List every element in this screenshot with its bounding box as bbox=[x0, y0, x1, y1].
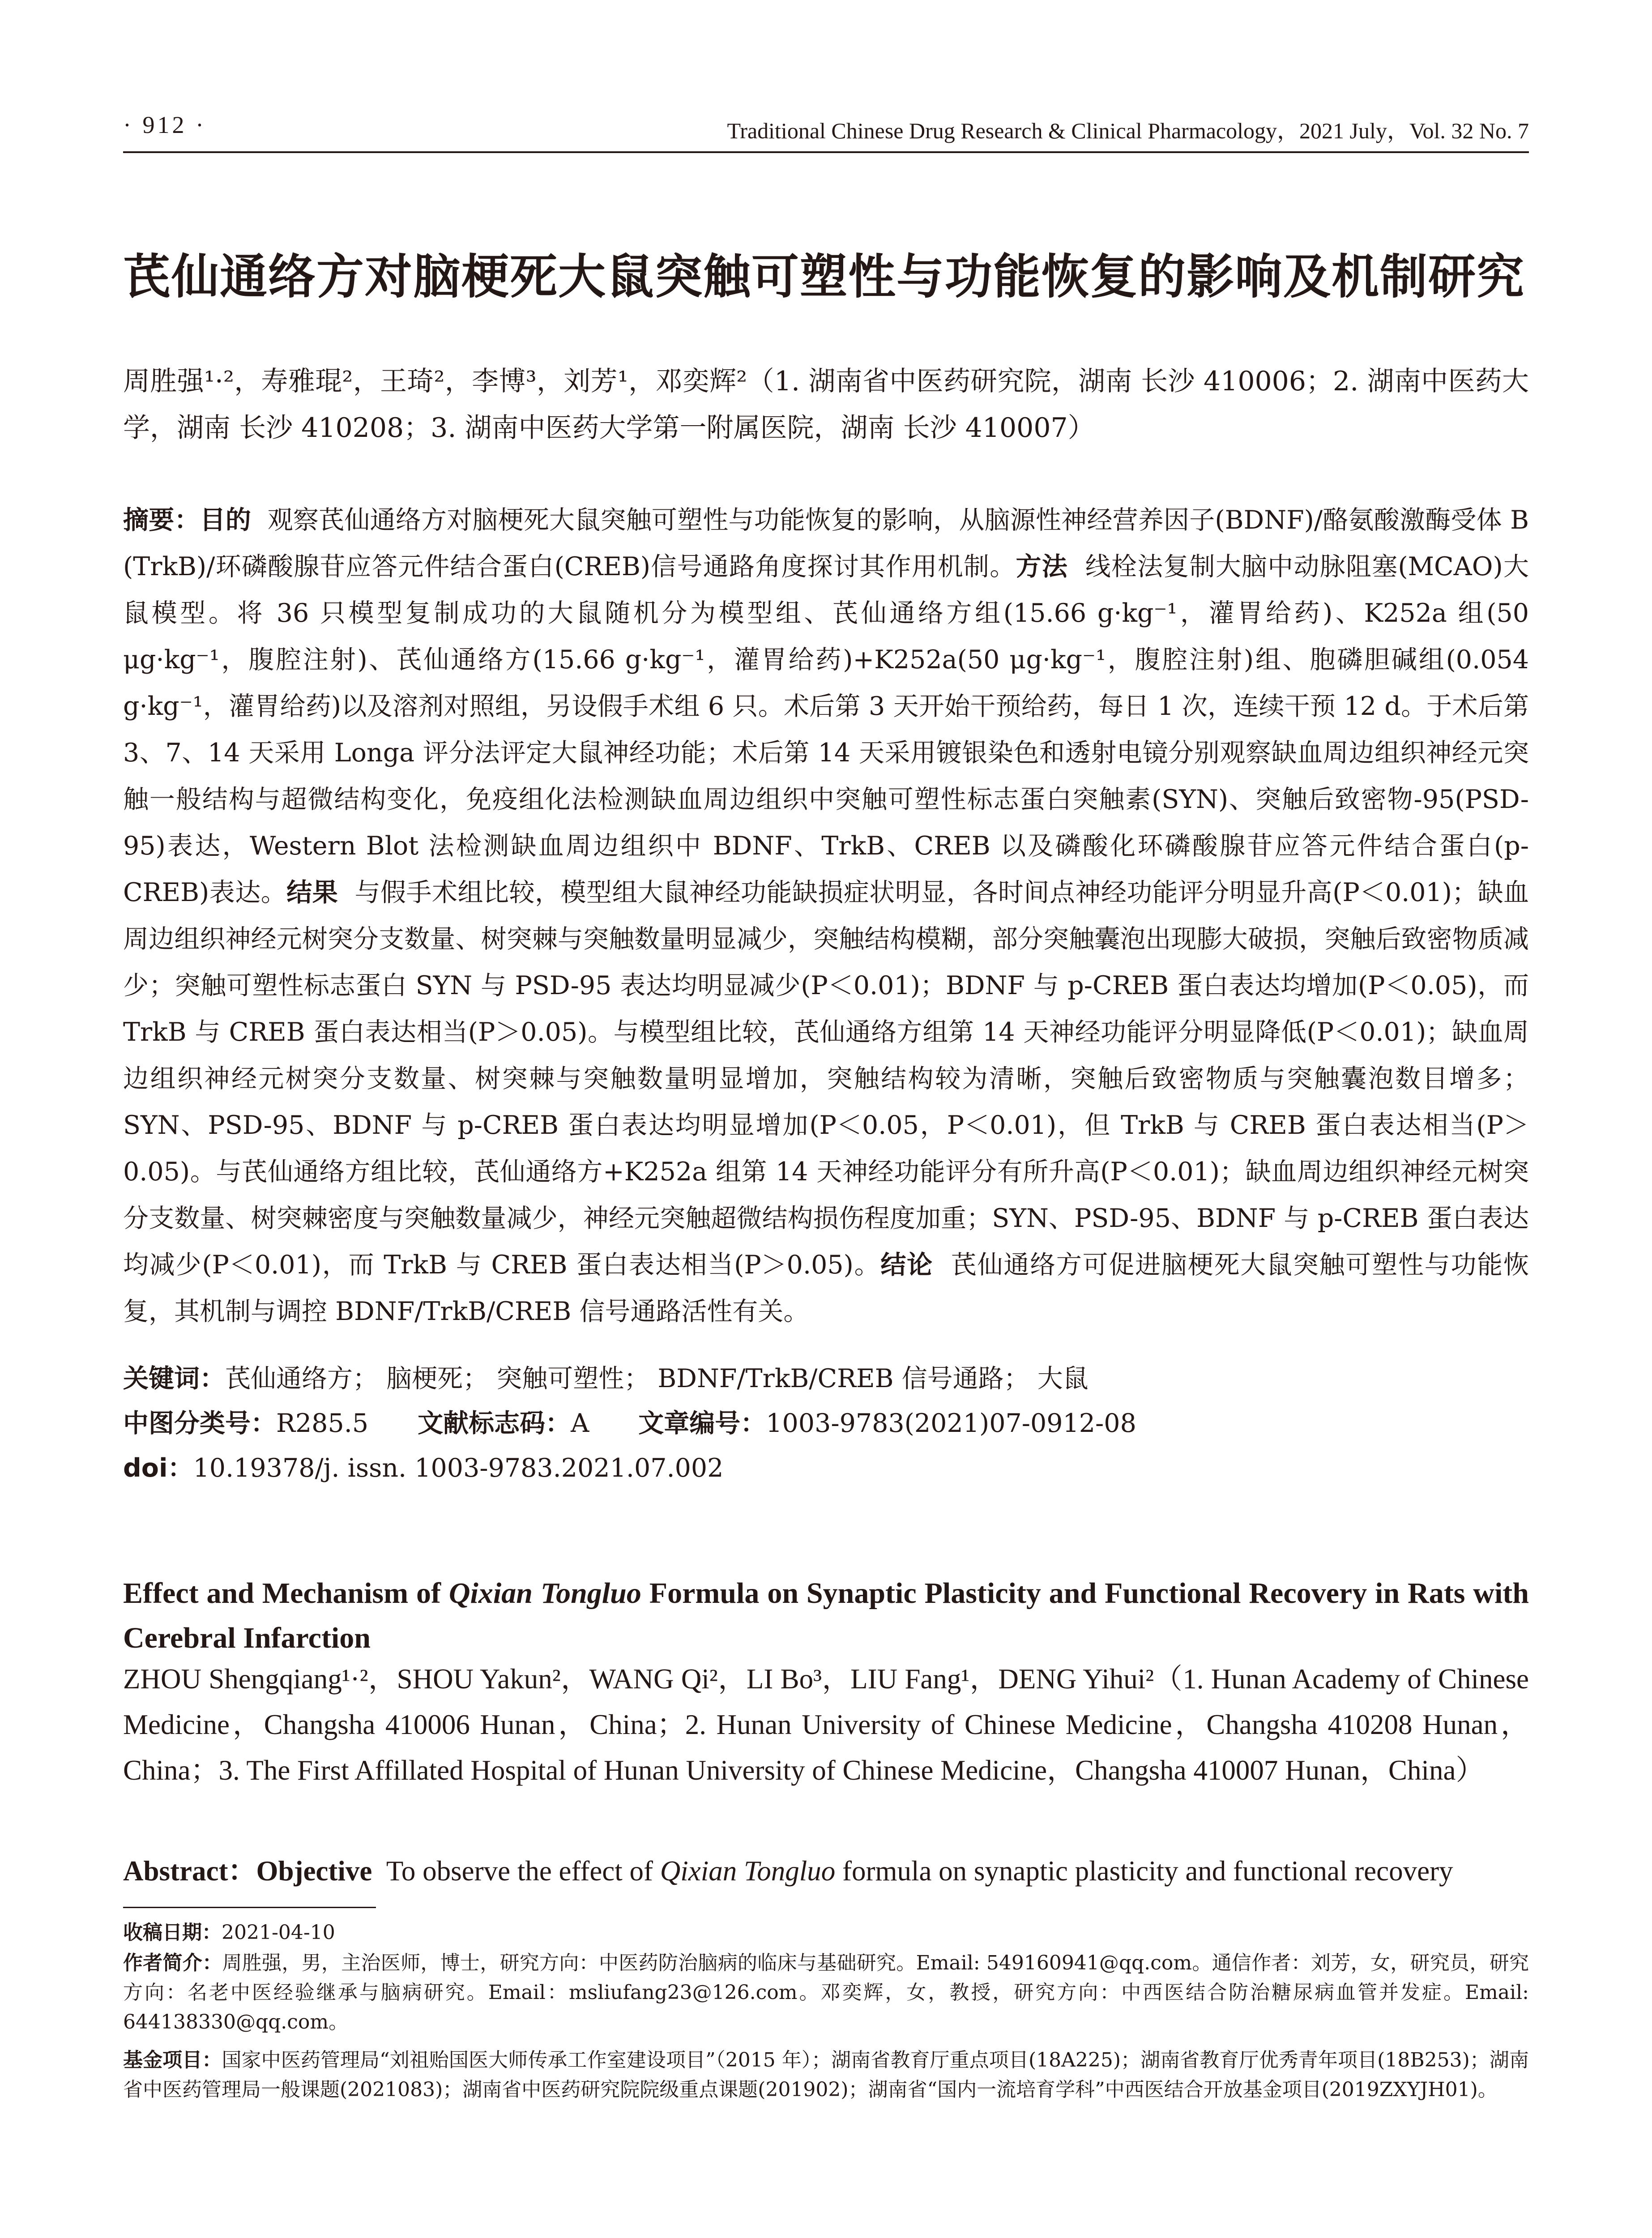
objective-text: 观察芪仙通络方对脑梗死大鼠突触可塑性与功能恢复的影响，从脑源性神经营养因子(BDNF)/酪氨酸激酶受体 B (TrkB)/环磷酸腺苷应答元件结合蛋白(CREB)信号通路角度探讨其作用机制。 bbox=[123, 505, 1529, 581]
doi-value: 10.19378/j. issn. 1003-9783.2021.07.002 bbox=[193, 1453, 724, 1483]
clc-value: R285.5 bbox=[276, 1409, 369, 1438]
doi-line bbox=[123, 1446, 1529, 1491]
conclusion-label: 结论 bbox=[880, 1250, 933, 1280]
english-title bbox=[123, 1571, 1529, 1661]
doc-code-value: A bbox=[571, 1409, 589, 1438]
journal-citation: Traditional Chinese Drug Research & Clinical Pharmacology，2021 July，Vol. 32 No. 7 bbox=[727, 118, 1529, 143]
english-abstract-label: Abstract： bbox=[123, 1855, 256, 1887]
received-date: 2021-04-10 bbox=[222, 1921, 335, 1944]
english-abstract bbox=[123, 1849, 1529, 1893]
footnote-author-bio bbox=[123, 1948, 1529, 2037]
article-number-label: 文章编号： bbox=[638, 1409, 766, 1438]
received-label: 收稿日期： bbox=[123, 1921, 222, 1944]
clc-label: 中图分类号： bbox=[123, 1409, 276, 1438]
english-objective-formula: Qixian Tongluo bbox=[660, 1855, 836, 1887]
english-objective-text: To observe the effect of bbox=[386, 1855, 660, 1887]
results-label: 结果 bbox=[286, 878, 338, 907]
keywords-label: 关键词： bbox=[123, 1364, 225, 1393]
footnote-received bbox=[123, 1918, 1529, 1948]
author-affiliations: 周胜强¹·²，寿雅琨²，王琦²，李博³，刘芳¹，邓奕辉²（1. 湖南省中医药研究院，湖南 长沙 410006；2. 湖南中医药大学，湖南 长沙 410208；3. 湖南中医药大学第一附属医院，湖南 长沙 410007） bbox=[123, 366, 1529, 444]
keywords-line bbox=[123, 1356, 1529, 1401]
funding-label: 基金项目： bbox=[123, 2049, 222, 2071]
results-text: 与假手术组比较，模型组大鼠神经功能缺损症状明显，各时间点神经功能评分明显升高(P＜0.01)；缺血周边组织神经元树突分支数量、树突棘与突触数量明显减少，突触结构模糊，部分突触囊泡出现膨大破损，突触后致密物质减少；突触可塑性标志蛋白 SYN 与 PSD-95 表达均明显减少(P＜0.01)；BDNF 与 p-CREB 蛋白表达均增加(P＜0.05)，而 TrkB 与 CREB 蛋白表达相当(P＞0.05)。与模型组比较，芪仙通络方组第 14 天神经功能评分明显降低(P＜0.01)；缺血周边组织神经元树突分支数量、树突棘与突触数量明显增加，突触结构较为清晰，突触后致密物质与突触囊泡数目增多；SYN、PSD-95、BDNF 与 p-CREB 蛋白表达均明显增加(P＜0.05，P＜0.01)，但 TrkB 与 CREB 蛋白表达相当(P＞0.05)。与芪仙通络方组比较，芪仙通络方+K252a 组第 14 天神经功能评分有所升高(P＜0.01)；缺血周边组织神经元树突分支数量、树突棘密度与突触数量减少，神经元突触超微结构损伤程度加重；SYN、PSD-95、BDNF 与 p-CREB 蛋白表达均减少(P＜0.01)，而 TrkB 与 CREB 蛋白表达相当(P＞0.05)。 bbox=[123, 878, 1529, 1280]
doc-code-label: 文献标志码： bbox=[418, 1409, 571, 1438]
page-number: · 912 · bbox=[123, 111, 206, 138]
chinese-abstract bbox=[123, 497, 1529, 1335]
keywords-text: 芪仙通络方； 脑梗死； 突触可塑性； BDNF/TrkB/CREB 信号通路； 大鼠 bbox=[225, 1364, 1089, 1393]
article-number-value: 1003-9783(2021)07-0912-08 bbox=[766, 1409, 1136, 1438]
objective-label: 目的 bbox=[200, 505, 252, 535]
english-authors: ZHOU Shengqiang¹·²，SHOU Yakun²，WANG Qi²，LI Bo³，LIU Fang¹，DENG Yihui²（1. Hunan Academy of Chinese Medicine，Changsha 410006 Hunan，China；2. Hunan University of Chinese Medicine，Changsha 410208 Hunan，China；3. The First Affillated Hospital of Hunan University of Chinese Medicine，Changsha 410007 Hunan，China） bbox=[123, 1663, 1529, 1786]
conclusion-text: 芪仙通络方可促进脑梗死大鼠突触可塑性与功能恢复，其机制与调控 BDNF/TrkB/CREB 信号通路活性有关。 bbox=[123, 1250, 1529, 1326]
english-title-formula: Qixian Tongluo bbox=[448, 1577, 641, 1610]
english-objective-label: Objective bbox=[256, 1855, 372, 1887]
classification-line bbox=[123, 1401, 1529, 1446]
english-title-part: Formula on Synaptic Plasticity and Functional Recovery in Rats with Cerebral Infarction bbox=[123, 1577, 1529, 1654]
paper-title: 芪仙通络方对脑梗死大鼠突触可塑性与功能恢复的影响及机制研究 bbox=[123, 249, 1525, 304]
methods-label: 方法 bbox=[1016, 552, 1068, 581]
funding-text: 国家中医药管理局“刘祖贻国医大师传承工作室建设项目”（2015 年）；湖南省教育厅重点项目(18A225)；湖南省教育厅优秀青年项目(18B253)；湖南省中医药管理局一般课题(2021083)；湖南省中医药研究院院级重点课题(201902)；湖南省“国内一流培育学科”中西医结合开放基金项目(2019ZXYJH01)。 bbox=[123, 2049, 1529, 2101]
footnote-divider bbox=[123, 1907, 376, 1908]
footnote-funding bbox=[123, 2046, 1529, 2105]
running-header bbox=[123, 111, 1529, 153]
author-bio-text: 周胜强，男，主治医师，博士，研究方向：中医药防治脑病的临床与基础研究。Email: 549160941@qq.com。通信作者：刘芳，女，研究员，研究方向：名老中医经验继承与脑病研究。Email：msliufang23@126.com。邓奕辉，女，教授，研究方向：中西医结合防治糖尿病血管并发症。Email: 644138330@qq.com。 bbox=[123, 1952, 1529, 2033]
doi-label: doi： bbox=[123, 1453, 193, 1483]
methods-text: 线栓法复制大脑中动脉阻塞(MCAO)大鼠模型。将 36 只模型复制成功的大鼠随机分为模型组、芪仙通络方组(15.66 g·kg⁻¹，灌胃给药)、K252a 组(50 μg·kg⁻¹，腹腔注射)、芪仙通络方(15.66 g·kg⁻¹，灌胃给药)+K252a(50 μg·kg⁻¹，腹腔注射)组、胞磷胆碱组(0.054 g·kg⁻¹，灌胃给药)以及溶剂对照组，另设假手术组 6 只。术后第 3 天开始干预给药，每日 1 次，连续干预 12 d。于术后第 3、7、14 天采用 Longa 评分法评定大鼠神经功能；术后第 14 天采用镀银染色和透射电镜分别观察缺血周边组织神经元突触一般结构与超微结构变化，免疫组化法检测缺血周边组织中突触可塑性标志蛋白突触素(SYN)、突触后致密物-95(PSD-95)表达，Western Blot 法检测缺血周边组织中 BDNF、TrkB、CREB 以及磷酸化环磷酸腺苷应答元件结合蛋白(p-CREB)表达。 bbox=[123, 552, 1529, 907]
abstract-label: 摘要： bbox=[123, 505, 200, 535]
english-title-part: Effect and Mechanism of bbox=[123, 1577, 449, 1610]
author-bio-label: 作者简介： bbox=[123, 1952, 222, 1974]
english-objective-text: formula on synaptic plasticity and functional recovery bbox=[835, 1855, 1453, 1887]
